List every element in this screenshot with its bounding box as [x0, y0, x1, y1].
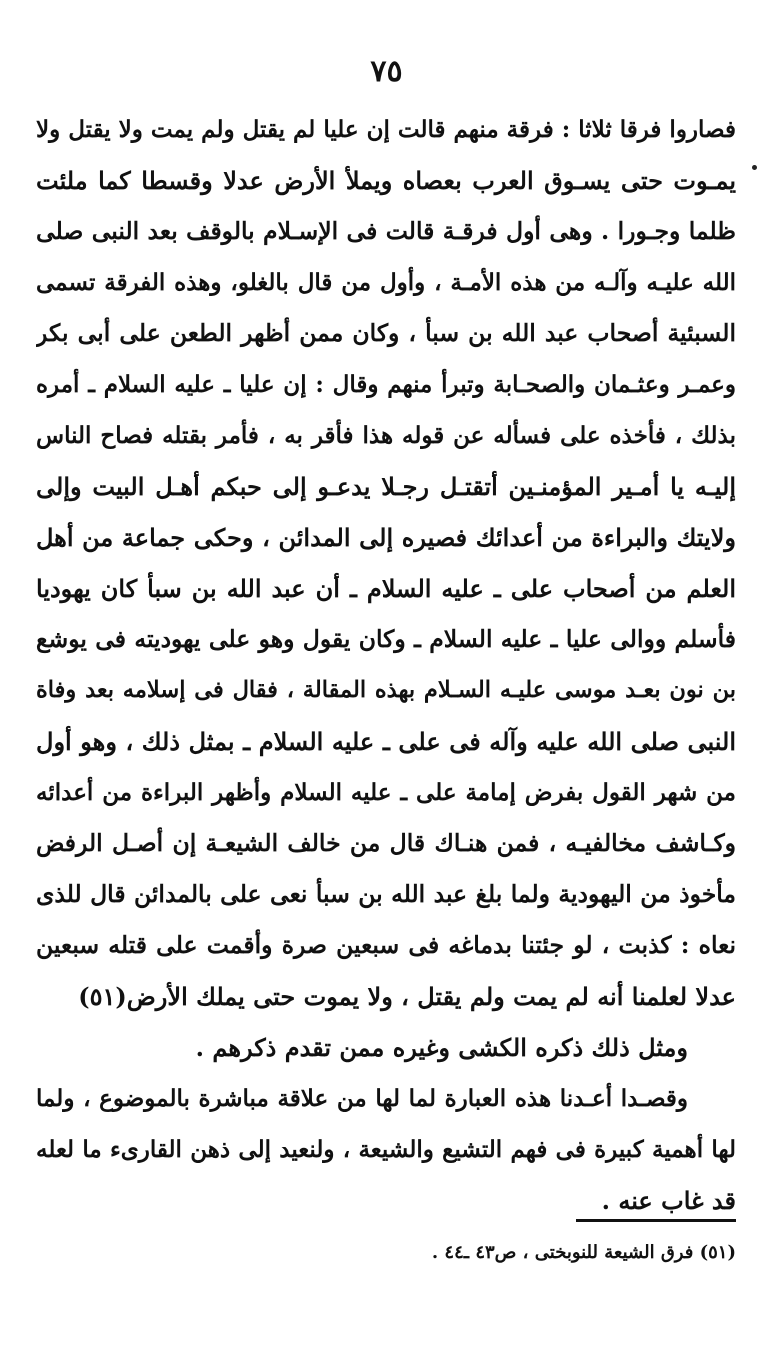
page-number: ٧٥	[370, 54, 403, 89]
text-line: فصاروا فرقا ثلاثا : فرقة منهم قالت إن عليا لم يقتل ولم يمت ولا يقتل ولا	[36, 116, 736, 143]
text-line: بن نون بعـد موسى عليـه السـلام بهذه المقالة ، فقال فى إسلامه بعد وفاة	[36, 677, 736, 703]
body-text	[36, 104, 736, 1226]
text-line: السبئية أصحاب عبد الله بن سبأ ، وكان ممن أظهر الطعن على أبى بكر	[36, 319, 736, 347]
text-line: الله عليـه وآلـه من هذه الأمـة ، وأول من قال بالغلو، وهذه الفرقة تسمى	[36, 269, 736, 296]
text-line: إليـه يا أمـير المؤمنـين أتقتـل رجـلا يدعـو إلى حبكم أهـل البيت وإلى	[36, 472, 736, 501]
text-line: ظلما وجـورا . وهى أول فرقـة قالت فى الإسـلام بالوقف بعد النبى صلى	[36, 217, 736, 245]
text-line: فأسلم ووالى عليا ـ عليه السلام ـ وكان يقول وهو على يهوديته فى يوشع	[36, 625, 736, 653]
margin-mark	[752, 165, 757, 170]
text-line: النبى صلى الله عليه وآله فى على ـ عليه السلام ـ بمثل ذلك ، وهو أول	[36, 727, 736, 756]
footnote-separator	[576, 1219, 736, 1222]
text-line: من شهر القول بفرض إمامة على ـ عليه السلام وأظهر البراءة من أعدائه	[36, 779, 736, 806]
text-line: وقصـدا أعـدنا هذه العبارة لما لها من علاقة مباشرة بالموضوع ، ولما	[36, 1085, 688, 1112]
text-line: وكـاشف مخالفيـه ، فمن هنـاك قال من خالف الشيعـة إن أصـل الرفض	[36, 829, 736, 857]
text-line: يمـوت حتى يسـوق العرب بعصاه ويملأ الأرض عدلا وقسطا كما ملئت	[36, 166, 736, 195]
text-line: عدلا لعلمنا أنه لم يمت ولم يقتل ، ولا يموت حتى يملك الأرض(٥١)	[78, 982, 736, 1011]
text-line: لها أهمية كبيرة فى فهم التشيع والشيعة ، ولنعيد إلى ذهن القارىء ما لعله	[36, 1136, 736, 1163]
text-line: العلم من أصحاب على ـ عليه السلام ـ أن عبد الله بن سبأ كان يهوديا	[36, 574, 736, 603]
text-line: ولايتك والبراءة من أعدائك فصيره إلى المدائن ، وحكى جماعة من أهل	[36, 523, 736, 552]
text-line: بذلك ، فأخذه على فسأله عن قوله هذا فأقر به ، فأمر بقتله فصاح الناس	[36, 422, 736, 449]
text-line: قد غاب عنه .	[601, 1186, 736, 1215]
footnote: (٥١) فرق الشيعة للنوبختى ، ص٤٣ ـ٤٤ .	[431, 1242, 736, 1263]
text-line: نعاه : كذبت ، لو جئتنا بدماغه فى سبعين صرة وأقمت على قتله سبعين	[36, 931, 736, 959]
text-line: مأخوذ من اليهودية ولما بلغ عبد الله بن سبأ نعى على بالمدائن قال للذى	[36, 880, 736, 908]
text-line: وعمـر وعثـمان والصحـابة وتبرأ منهم وقال : إن عليا ـ عليه السلام ـ أمره	[36, 371, 736, 398]
text-line: ومثل ذلك ذكره الكشى وغيره ممن تقدم ذكرهم .	[195, 1033, 688, 1062]
